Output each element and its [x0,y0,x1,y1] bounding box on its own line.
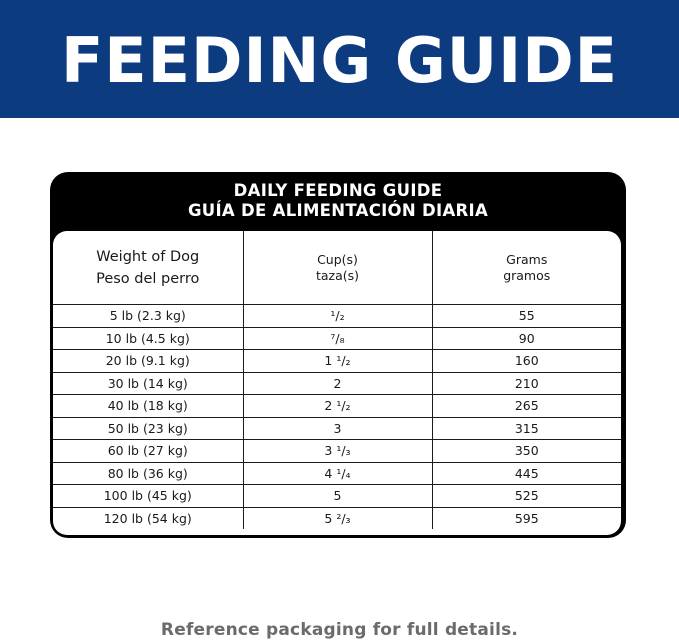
column-header-weight [53,231,243,305]
cups-cell: ⁷/₈ [243,327,432,350]
table-row [53,305,621,328]
table-row [53,507,621,529]
reference-note: Reference packaging for full details. [160,620,519,640]
grams-cell: 315 [432,417,621,440]
cups-cell: 5 [243,485,432,508]
grams-header-english: Grams [506,251,548,267]
cups-cell: 3 [243,417,432,440]
table-row [53,395,621,418]
table-row [53,417,621,440]
table-row [53,485,621,508]
card-title-spanish: GUÍA DE ALIMENTACIÓN DIARIA [187,201,489,220]
cups-header-spanish: taza(s) [315,267,360,283]
weight-cell: 100 lb (45 kg) [53,485,243,508]
cups-cell: 5 ²/₃ [243,507,432,529]
cups-cell: 2 [243,372,432,395]
column-header-cups [243,231,432,305]
weight-header-spanish: Peso del perro [96,270,200,287]
table-row [53,327,621,350]
grams-cell: 265 [432,395,621,418]
column-header-grams [432,231,621,305]
grams-cell: 595 [514,510,539,526]
table-row [53,350,621,373]
weight-cell: 10 lb (4.5 kg) [53,327,243,350]
grams-cell: 90 [432,327,621,350]
grams-cell: 55 [432,305,621,328]
weight-cell: 30 lb (14 kg) [53,372,243,395]
table-row [53,462,621,485]
cups-header-english: Cup(s) [317,251,358,267]
weight-cell: 60 lb (27 kg) [53,440,243,463]
weight-cell: 80 lb (36 kg) [53,462,243,485]
grams-cell: 445 [432,462,621,485]
cups-cell: 1 ¹/₂ [243,350,432,373]
grams-cell: 210 [432,372,621,395]
weight-cell: 20 lb (9.1 kg) [53,350,243,373]
table-header-row [53,231,621,305]
card-header [50,172,626,230]
card-title-english: DAILY FEEDING GUIDE [233,181,443,200]
cups-cell: 2 ¹/₂ [243,395,432,418]
header-banner [0,0,679,118]
feeding-table-panel [53,231,621,535]
cups-cell: 4 ¹/₄ [243,462,432,485]
feeding-table [53,231,621,529]
grams-header-spanish: gramos [503,267,551,283]
grams-cell: 350 [432,440,621,463]
table-row [53,372,621,395]
cups-cell: ¹/₂ [243,305,432,328]
weight-cell: 5 lb (2.3 kg) [53,305,243,328]
feeding-guide-card [50,172,626,538]
grams-cell: 525 [432,485,621,508]
weight-header-english: Weight of Dog [96,248,200,265]
grams-cell: 160 [432,350,621,373]
weight-cell: 40 lb (18 kg) [53,395,243,418]
table-row [53,440,621,463]
weight-cell: 50 lb (23 kg) [53,417,243,440]
weight-cell: 120 lb (54 kg) [53,507,243,529]
cups-cell: 3 ¹/₃ [243,440,432,463]
page-title: FEEDING GUIDE [60,24,619,97]
